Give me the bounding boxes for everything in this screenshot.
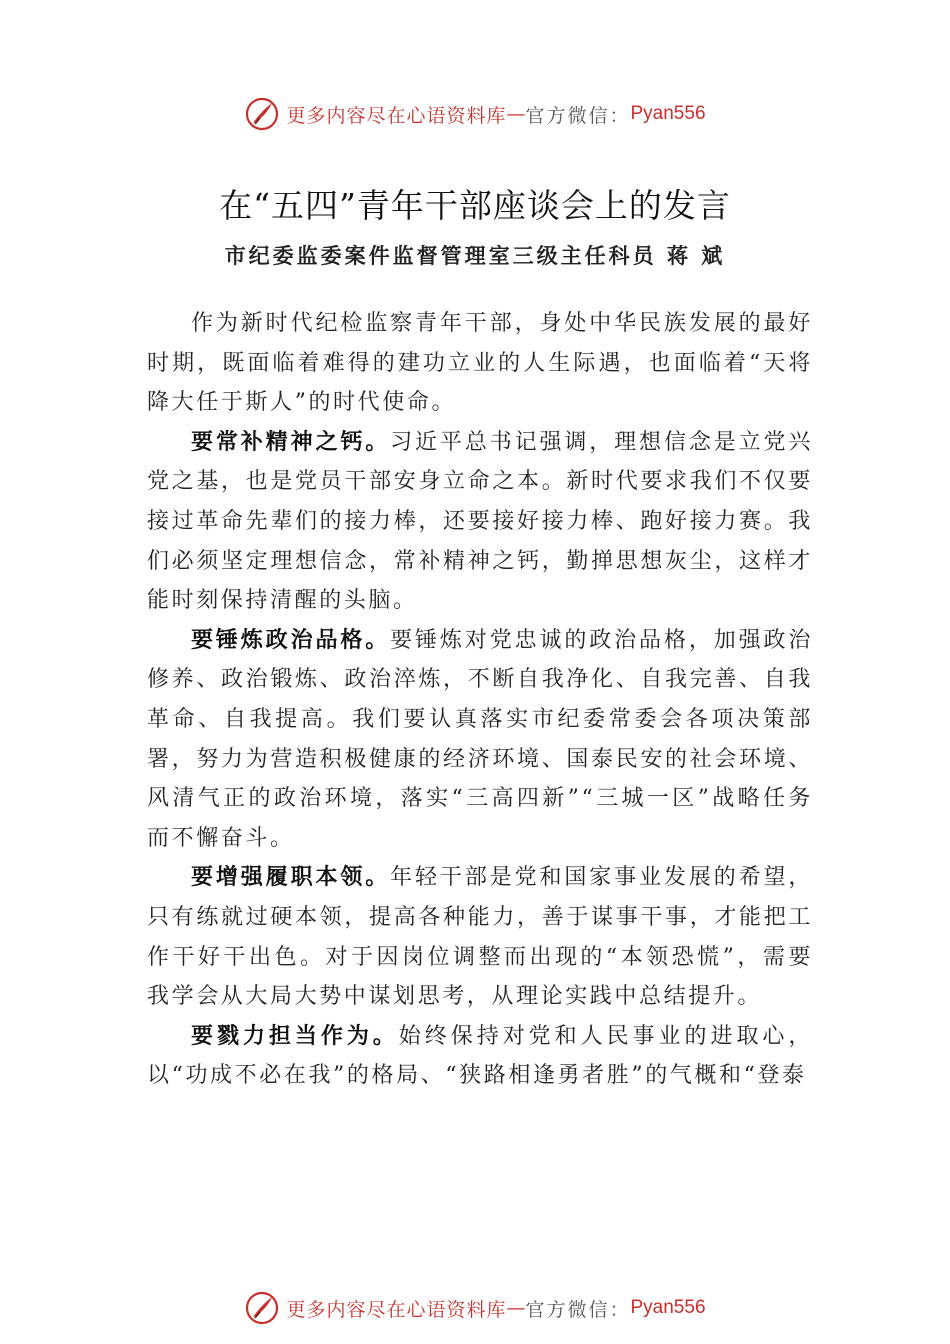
document-title: 在“五四”青年干部座谈会上的发言 (219, 186, 731, 225)
paragraph-text: 作为新时代纪检监察青年干部，身处中华民族发展的最好时期，既面临着难得的建功立业的人生际遇，也面临着“天将降大任于斯人”的时代使命。 (147, 311, 813, 416)
body-paragraph (147, 858, 813, 1016)
paragraph-text: 习近平总书记强调，理想信念是立党兴党之基，也是党员干部安身立命之本。新时代要求我们不仅要接过革命先辈们的接力棒，还要接好接力棒、跑好接力赛。我们必须坚定理想信念，常补精神之钙，勤掸思想灰尘，这样才能时刻保持清醒的头脑。 (147, 429, 813, 614)
banner-dash: — (506, 103, 526, 125)
banner-wechat-id: Pyan556 (630, 103, 706, 124)
paragraph-lead: 要戮力担当作为。 (191, 1022, 399, 1049)
paragraph-text: 始终保持对党和人民事业的进取心，以“功成不必在我”的格局、“狭路相逢勇者胜”的气概和“登泰 (147, 1023, 813, 1089)
body-paragraph (147, 621, 813, 859)
paragraph-text: 年轻干部是党和国家事业发展的希望，只有练就过硬本领，提高各种能力，善于谋事干事，才能把工作干好干出色。对于因岗位调整而出现的“本领恐慌”，需要我学会从大局大势中谋划思考，从理论实践中总结提升。 (147, 865, 813, 1010)
paragraph-lead: 要增强履职本领。 (191, 864, 391, 891)
banner-slogan: 更多内容尽在心语资料库 (286, 1298, 507, 1321)
banner-wechat-label: 官方微信： (525, 104, 631, 127)
banner-wechat-id: Pyan556 (630, 1297, 706, 1318)
quill-seal-icon (244, 1290, 280, 1326)
banner-slogan: 更多内容尽在心语资料库 (286, 104, 507, 127)
body-paragraph (147, 304, 813, 423)
document-body (147, 304, 813, 1096)
paragraph-lead: 要锤炼政治品格。 (191, 626, 391, 653)
quill-seal-icon (244, 96, 280, 132)
document-subtitle: 市纪委监委案件监督管理室三级主任科员 蒋 斌 (224, 243, 726, 268)
header-banner (0, 94, 950, 134)
body-paragraph (147, 423, 813, 621)
footer-banner (0, 1288, 950, 1328)
body-paragraph (147, 1017, 813, 1096)
banner-wechat-label: 官方微信： (525, 1298, 631, 1321)
paragraph-lead: 要常补精神之钙。 (191, 428, 391, 455)
paragraph-text: 要锤炼对党忠诚的政治品格，加强政治修养、政治锻炼、政治淬炼，不断自我净化、自我完善、自我革命、自我提高。我们要认真落实市纪委常委会各项决策部署，努力为营造积极健康的经济环境、国泰民安的社会环境、风清气正的政治环境，落实“三高四新”“三城一区”战略任务而不懈奋斗。 (147, 627, 813, 851)
banner-dash: — (506, 1297, 526, 1319)
